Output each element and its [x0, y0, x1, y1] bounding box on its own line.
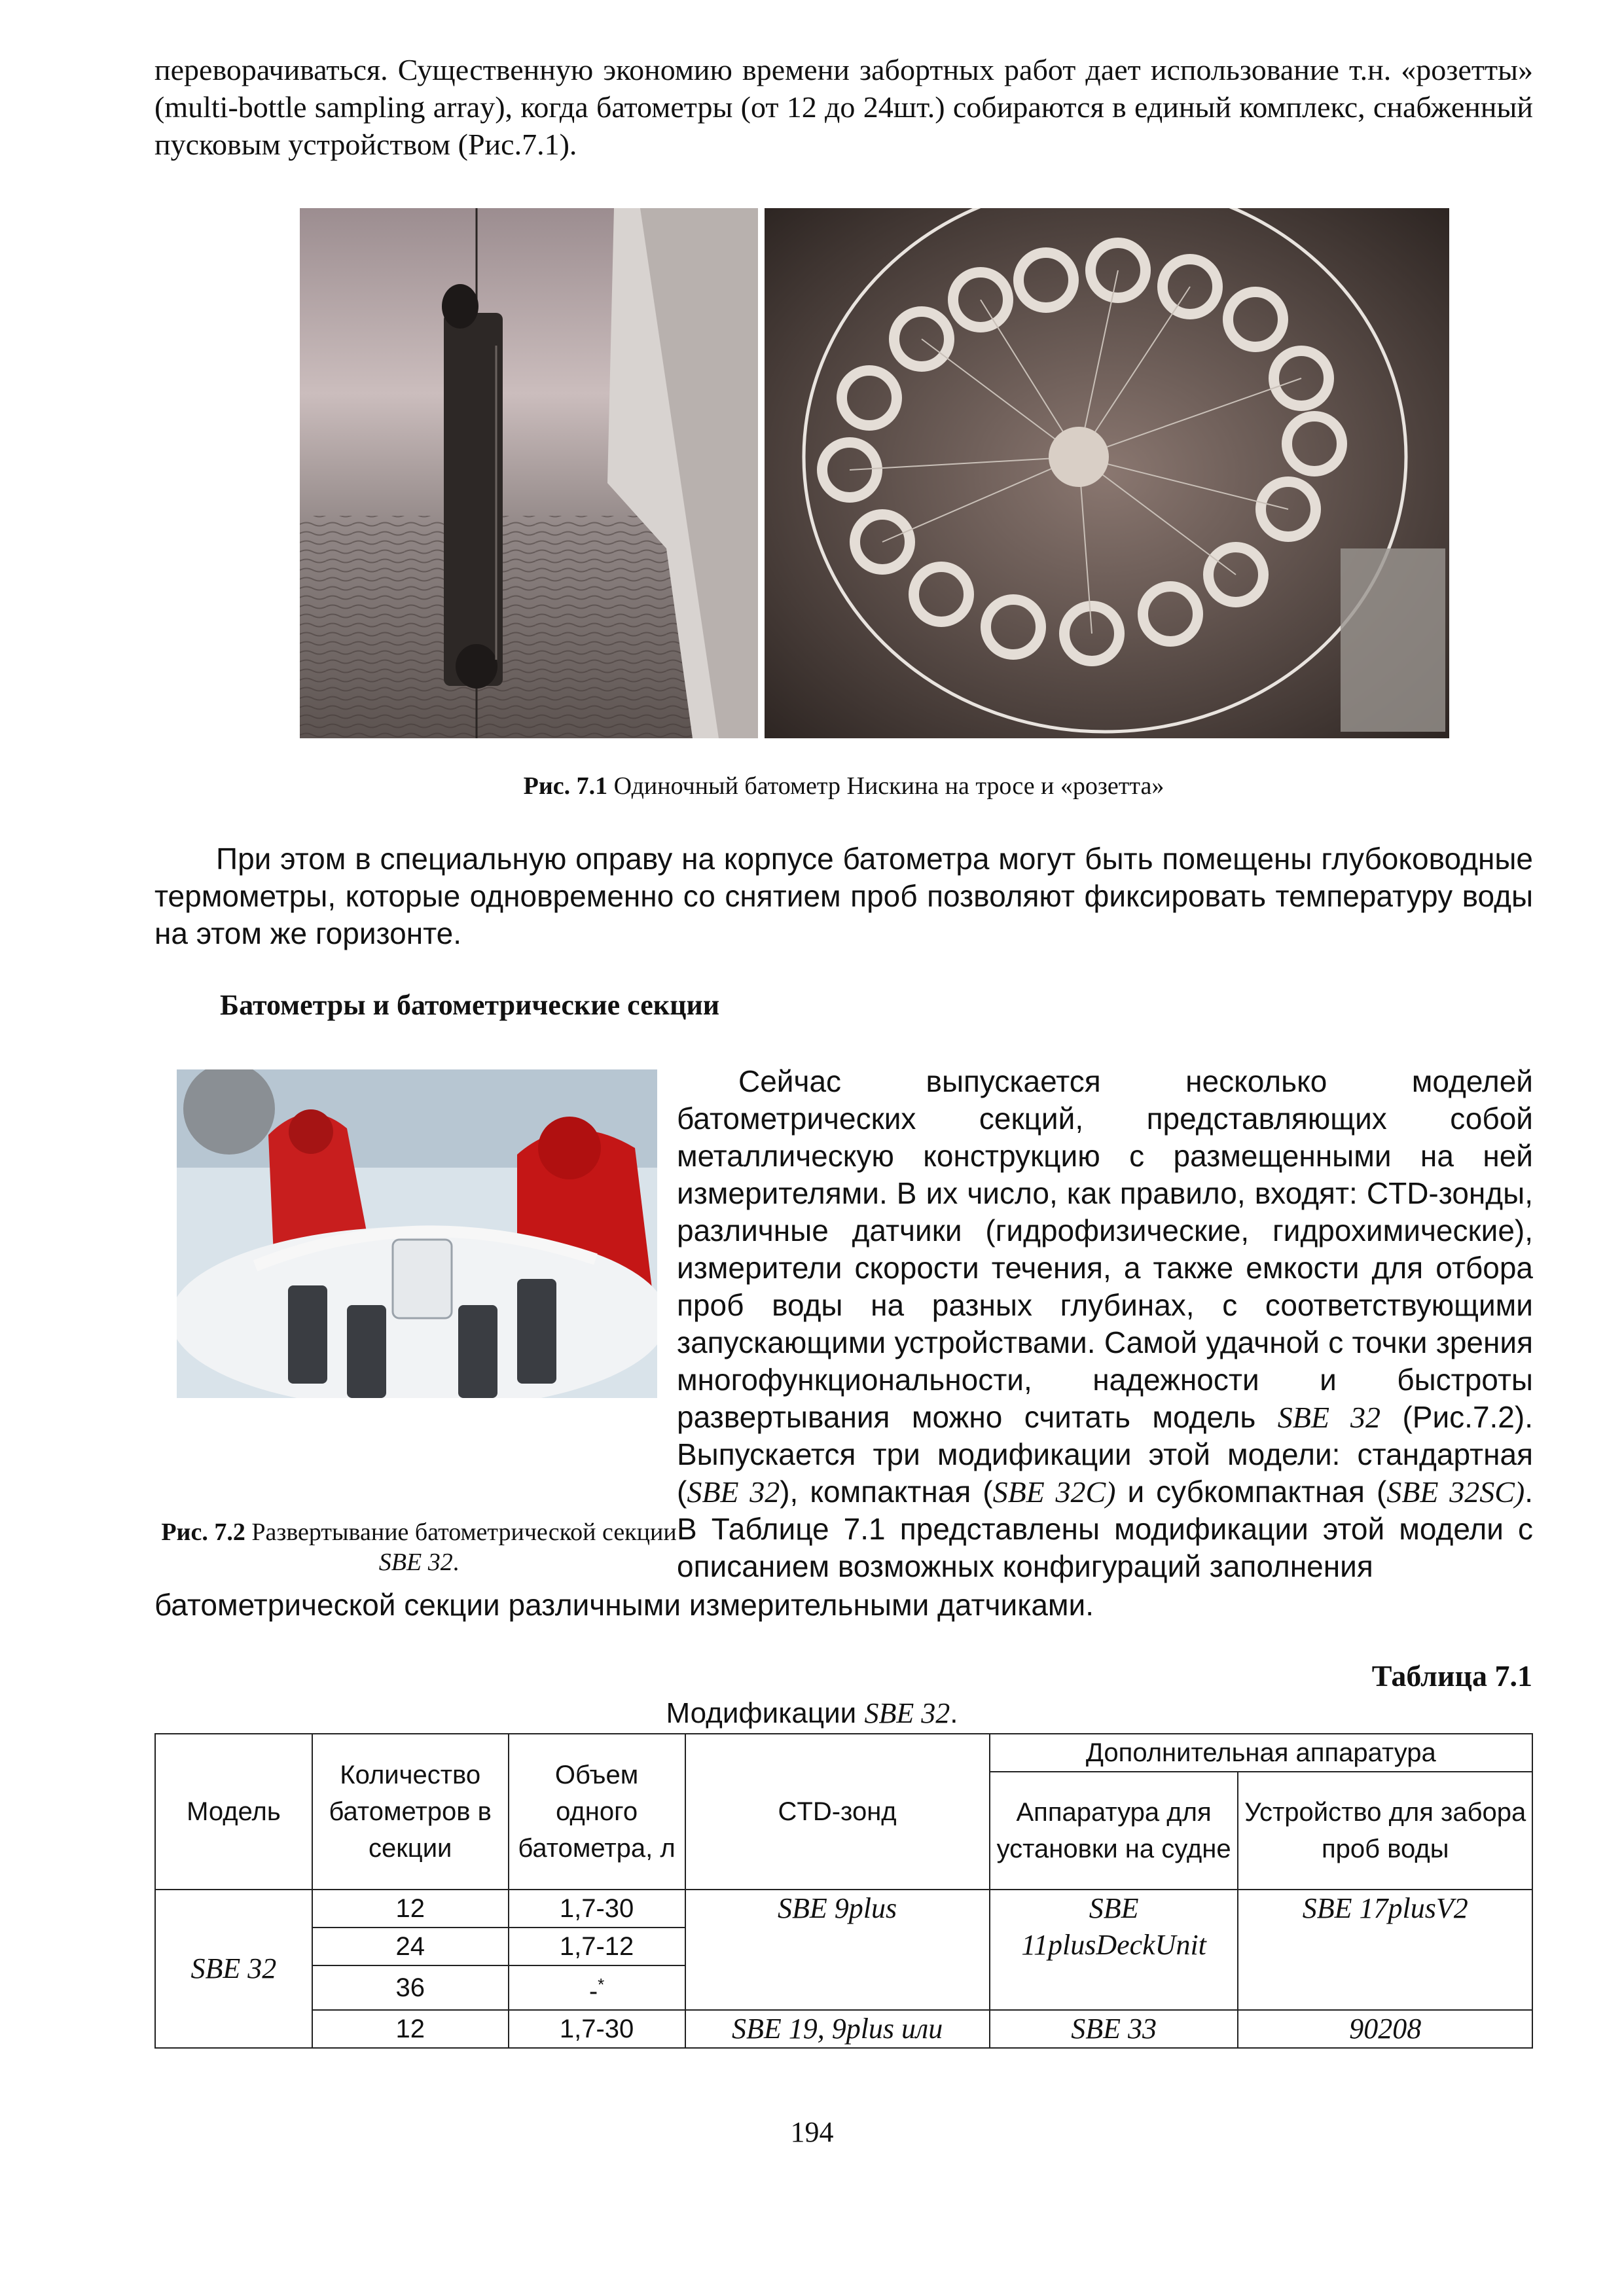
header-sampler: Устройство для забора проб воды [1238, 1772, 1532, 1890]
sections-text-5: . В Таблице 7.1 представлены модификации этой модели с описанием возможных конфигураций заполнения [677, 1475, 1533, 1583]
table-row [155, 2010, 1532, 2048]
table-number: Таблица 7.1 [1371, 1659, 1532, 1693]
figure-niskin-bottle-photo [300, 208, 758, 738]
table-caption-text: Модификации [666, 1697, 865, 1729]
figure-1-label: Рис. 7.1 [523, 772, 608, 800]
volume-cell: 1,7-30 [509, 2010, 685, 2048]
count-cell: 36 [312, 1965, 509, 2010]
sections-text-3: ), компактная ( [780, 1475, 993, 1509]
table-header-row [155, 1734, 1532, 1772]
volume-cell: 1,7-12 [509, 1928, 685, 1965]
figure-rosette-photo [765, 208, 1449, 738]
count-cell: 12 [312, 1890, 509, 1928]
sections-text-4: и субкомпактная ( [1115, 1475, 1387, 1509]
sections-compact-model: SBE 32C) [992, 1475, 1116, 1509]
ship-cell: SBE 33 [990, 2010, 1238, 2048]
section-heading: Батометры и батометрические секции [220, 989, 720, 1021]
figure-2-caption-text: Развертывание батометрической секции [245, 1518, 677, 1546]
header-ship: Аппаратура для установки на судне [990, 1772, 1238, 1890]
figure-2-caption [154, 1517, 683, 1577]
sections-subcompact-model: SBE 32SC) [1386, 1475, 1525, 1509]
volume-cell [509, 1965, 685, 2010]
intro-paragraph: переворачиваться. Существенную экономию времени забортных работ дает использование т.н. «розетты» (multi-bottle sampling array), когда батометры (от 12 до 24шт.) собираются в единый комплекс, снабженный пусковым устройством (Рис.7.1). [154, 53, 1533, 161]
sections-paragraph-tail: батометрической секции различными измерительными датчиками. [154, 1588, 1094, 1622]
figure-2-label: Рис. 7.2 [161, 1518, 245, 1546]
sampler-cell: SBE 17plusV2 [1238, 1890, 1532, 2010]
ctd-cell: SBE 9plus [685, 1890, 990, 2010]
figure-sbe32-deployment-photo [177, 1069, 657, 1398]
sections-text-1: Сейчас выпускается несколько моделей батометрических секций, представляющих собой металлическую конструкцию с размещенными на ней измерителями. В их число, как правило, входят: CTD-зонды, различные датчики (гидрофизические, гидрохимические), измерители скорости течения, а также емкости для отбора проб воды на разных глубинах, с соответствующими запускающими устройствами. Самой удачной с точки зрения многофункциональности, надежности и быстроты развертывания можно считать модель [677, 1064, 1533, 1434]
figure-1-caption-text: Одиночный батометр Нискина на тросе и «розетта» [607, 772, 1164, 800]
table-caption-end: . [950, 1697, 958, 1729]
page-number: 194 [790, 2116, 834, 2148]
figure-1-caption [154, 771, 1533, 801]
figure-2-caption-end: . [452, 1549, 460, 1576]
header-ctd: CTD-зонд [685, 1734, 990, 1890]
header-volume: Объем одного батометра, л [509, 1734, 685, 1890]
model-cell: SBE 32 [155, 1890, 312, 2048]
figure-2-caption-model: SBE 32 [378, 1549, 453, 1576]
sections-model-name: SBE 32 [1277, 1401, 1381, 1434]
sampler-cell: 90208 [1238, 2010, 1532, 2048]
table-caption-model: SBE 32 [864, 1697, 950, 1729]
count-cell: 12 [312, 2010, 509, 2048]
sections-text-2: (Рис.7.2). Выпускается три модификации этой модели: стандартная ( [677, 1400, 1533, 1509]
thermometers-paragraph: При этом в специальную оправу на корпусе батометра могут быть помещены глубоководные термометры, которые одновременно со снятием проб позволяют фиксировать температуру воды на этом же горизонте. [154, 842, 1533, 950]
table-row [155, 1890, 1532, 1928]
modifications-table [154, 1733, 1533, 2049]
header-count: Количество батометров в секции [312, 1734, 509, 1890]
table-caption [0, 1696, 1624, 1730]
header-extra: Дополнительная аппаратура [990, 1734, 1532, 1772]
footnote-mark: * [598, 1975, 605, 1994]
sections-standard-model: SBE 32 [687, 1475, 780, 1509]
volume-value: - [588, 1977, 598, 2006]
header-model: Модель [155, 1734, 312, 1890]
ship-cell: SBE 11plusDeckUnit [990, 1890, 1238, 2010]
sections-paragraph [677, 1063, 1533, 1585]
count-cell: 24 [312, 1928, 509, 1965]
ctd-cell: SBE 19, 9plus или [685, 2010, 990, 2048]
volume-cell: 1,7-30 [509, 1890, 685, 1928]
